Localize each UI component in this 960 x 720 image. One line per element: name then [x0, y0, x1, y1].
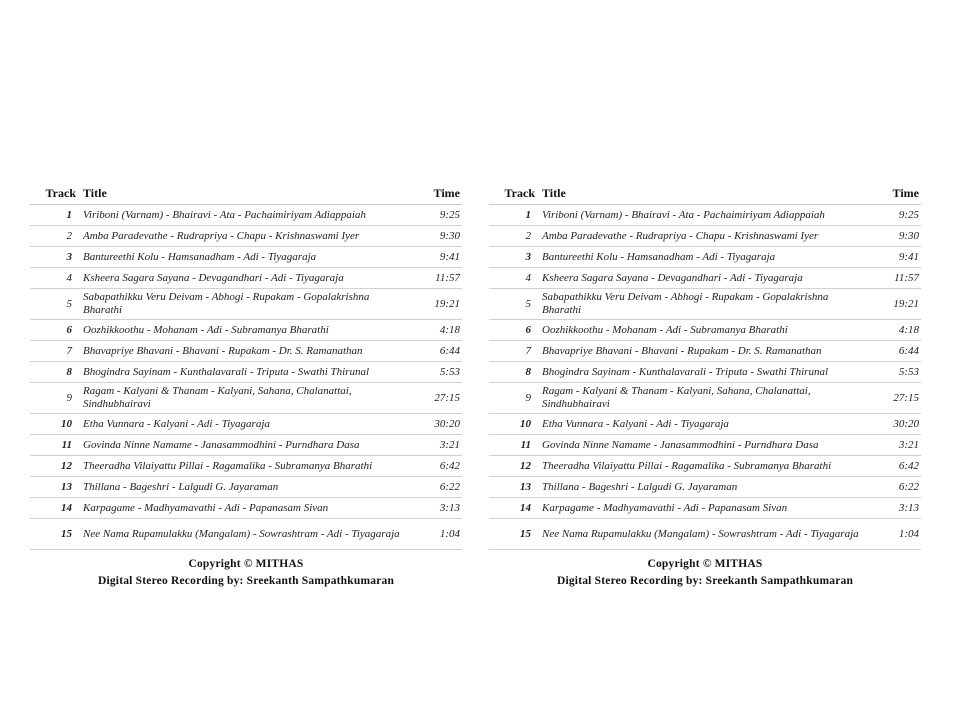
track-time: 11:57: [871, 268, 921, 289]
track-time: 9:30: [412, 226, 462, 247]
track-time: 4:18: [871, 320, 921, 341]
track-number: 6: [30, 320, 80, 341]
credits-block: [30, 556, 462, 590]
track-time: 27:15: [871, 383, 921, 414]
track-number: 7: [30, 341, 80, 362]
track-row: [30, 226, 462, 247]
track-title: Etha Vunnara - Kalyani - Adi - Tiyagaraja: [80, 414, 412, 435]
track-row: [30, 435, 462, 456]
copyright-line: Copyright © MITHAS: [647, 558, 763, 570]
track-title: Viriboni (Varnam) - Bhairavi - Ata - Pachaimiriyam Adiappaiah: [539, 205, 871, 226]
track-number: 2: [30, 226, 80, 247]
track-time: 1:04: [412, 519, 462, 550]
time-column-header: Time: [871, 182, 921, 205]
recording-credit-line: Digital Stereo Recording by: Sreekanth Sampathkumaran: [97, 575, 395, 587]
track-row: [30, 456, 462, 477]
track-title: Karpagame - Madhyamavathi - Adi - Papanasam Sivan: [80, 498, 412, 519]
track-row: [30, 362, 462, 383]
track-number: 11: [30, 435, 80, 456]
track-row: [30, 247, 462, 268]
track-time: 3:13: [871, 498, 921, 519]
table-header-row: [489, 182, 921, 205]
track-title: Bhavapriye Bhavani - Bhavani - Rupakam - Dr. S. Ramanathan: [539, 341, 871, 362]
track-title: Etha Vunnara - Kalyani - Adi - Tiyagaraja: [539, 414, 871, 435]
track-number: 1: [489, 205, 539, 226]
track-title: Ragam - Kalyani & Thanam - Kalyani, Sahana, Chalanattai, Sindhubhairavi: [80, 383, 412, 414]
track-title: Ragam - Kalyani & Thanam - Kalyani, Sahana, Chalanattai, Sindhubhairavi: [539, 383, 871, 414]
track-number: 7: [489, 341, 539, 362]
track-row: [30, 477, 462, 498]
track-row: [489, 383, 921, 414]
track-rows: [489, 205, 921, 550]
track-table-left: [30, 182, 462, 550]
track-title: Nee Nama Rupamulakku (Mangalam) - Sowrashtram - Adi - Tiyagaraja: [80, 519, 412, 550]
track-title: Bhogindra Sayinam - Kunthalavarali - Triputa - Swathi Thirunal: [539, 362, 871, 383]
track-number: 10: [30, 414, 80, 435]
track-row: [30, 289, 462, 320]
track-row: [489, 362, 921, 383]
track-list-panel-left: [30, 182, 462, 590]
track-title: Bhavapriye Bhavani - Bhavani - Rupakam - Dr. S. Ramanathan: [80, 341, 412, 362]
track-number: 4: [489, 268, 539, 289]
track-row: [489, 435, 921, 456]
track-row: [30, 498, 462, 519]
track-number: 13: [489, 477, 539, 498]
track-rows: [30, 205, 462, 550]
track-row: [30, 268, 462, 289]
track-time: 9:30: [871, 226, 921, 247]
track-time: 6:44: [871, 341, 921, 362]
track-time: 3:21: [412, 435, 462, 456]
track-row: [489, 226, 921, 247]
track-row: [489, 341, 921, 362]
track-title: Oozhikkoothu - Mohanam - Adi - Subramanya Bharathi: [80, 320, 412, 341]
track-title: Bantureethi Kolu - Hamsanadham - Adi - Tiyagaraja: [539, 247, 871, 268]
track-row: [489, 498, 921, 519]
track-row: [489, 456, 921, 477]
track-title: Sabapathikku Veru Deivam - Abhogi - Rupakam - Gopalakrishna Bharathi: [539, 289, 871, 320]
title-column-header: Title: [539, 182, 871, 205]
track-time: 6:42: [412, 456, 462, 477]
track-title: Karpagame - Madhyamavathi - Adi - Papanasam Sivan: [539, 498, 871, 519]
track-title: Thillana - Bageshri - Lalgudi G. Jayaraman: [80, 477, 412, 498]
track-number: 10: [489, 414, 539, 435]
track-row: [30, 383, 462, 414]
track-table-right: [489, 182, 921, 550]
track-title: Govinda Ninne Namame - Janasammodhini - Purndhara Dasa: [539, 435, 871, 456]
track-column-header: Track: [30, 182, 80, 205]
track-number: 4: [30, 268, 80, 289]
track-number: 15: [30, 519, 80, 550]
track-time: 9:41: [412, 247, 462, 268]
track-title: Theeradha Vilaiyattu Pillai - Ragamalika - Subramanya Bharathi: [80, 456, 412, 477]
track-time: 19:21: [871, 289, 921, 320]
track-row: [489, 519, 921, 550]
track-list-panel-right: [489, 182, 921, 590]
track-number: 3: [30, 247, 80, 268]
track-time: 6:22: [412, 477, 462, 498]
track-time: 4:18: [412, 320, 462, 341]
track-time: 5:53: [871, 362, 921, 383]
track-row: [489, 414, 921, 435]
track-number: 9: [30, 383, 80, 414]
track-title: Thillana - Bageshri - Lalgudi G. Jayaraman: [539, 477, 871, 498]
track-time: 30:20: [412, 414, 462, 435]
track-number: 6: [489, 320, 539, 341]
track-time: 6:42: [871, 456, 921, 477]
track-time: 9:41: [871, 247, 921, 268]
track-number: 3: [489, 247, 539, 268]
track-title: Oozhikkoothu - Mohanam - Adi - Subramanya Bharathi: [539, 320, 871, 341]
track-row: [489, 205, 921, 226]
track-number: 8: [30, 362, 80, 383]
track-row: [30, 519, 462, 550]
track-time: 6:22: [871, 477, 921, 498]
track-time: 19:21: [412, 289, 462, 320]
track-number: 14: [489, 498, 539, 519]
track-title: Amba Paradevathe - Rudrapriya - Chapu - Krishnaswami Iyer: [80, 226, 412, 247]
track-number: 9: [489, 383, 539, 414]
track-title: Viriboni (Varnam) - Bhairavi - Ata - Pachaimiriyam Adiappaiah: [80, 205, 412, 226]
track-row: [30, 205, 462, 226]
track-number: 14: [30, 498, 80, 519]
track-number: 15: [489, 519, 539, 550]
track-number: 12: [30, 456, 80, 477]
track-row: [489, 247, 921, 268]
track-title: Bantureethi Kolu - Hamsanadham - Adi - Tiyagaraja: [80, 247, 412, 268]
track-row: [30, 341, 462, 362]
track-title: Amba Paradevathe - Rudrapriya - Chapu - Krishnaswami Iyer: [539, 226, 871, 247]
track-row: [489, 477, 921, 498]
copyright-line: Copyright © MITHAS: [188, 558, 304, 570]
track-number: 11: [489, 435, 539, 456]
track-time: 6:44: [412, 341, 462, 362]
track-title: Nee Nama Rupamulakku (Mangalam) - Sowrashtram - Adi - Tiyagaraja: [539, 519, 871, 550]
track-number: 8: [489, 362, 539, 383]
track-time: 1:04: [871, 519, 921, 550]
track-number: 5: [30, 289, 80, 320]
track-time: 3:21: [871, 435, 921, 456]
track-number: 2: [489, 226, 539, 247]
table-header-row: [30, 182, 462, 205]
track-time: 9:25: [871, 205, 921, 226]
time-column-header: Time: [412, 182, 462, 205]
track-title: Govinda Ninne Namame - Janasammodhini - Purndhara Dasa: [80, 435, 412, 456]
track-title: Theeradha Vilaiyattu Pillai - Ragamalika - Subramanya Bharathi: [539, 456, 871, 477]
track-time: 27:15: [412, 383, 462, 414]
recording-credit-line: Digital Stereo Recording by: Sreekanth Sampathkumaran: [556, 575, 854, 587]
track-row: [489, 268, 921, 289]
track-row: [489, 320, 921, 341]
track-time: 30:20: [871, 414, 921, 435]
track-title: Sabapathikku Veru Deivam - Abhogi - Rupakam - Gopalakrishna Bharathi: [80, 289, 412, 320]
track-number: 1: [30, 205, 80, 226]
track-column-header: Track: [489, 182, 539, 205]
track-row: [489, 289, 921, 320]
track-number: 5: [489, 289, 539, 320]
track-row: [30, 320, 462, 341]
credits-block: [489, 556, 921, 590]
track-time: 9:25: [412, 205, 462, 226]
track-title: Ksheera Sagara Sayana - Devagandhari - Adi - Tiyagaraja: [539, 268, 871, 289]
title-column-header: Title: [80, 182, 412, 205]
track-title: Bhogindra Sayinam - Kunthalavarali - Triputa - Swathi Thirunal: [80, 362, 412, 383]
track-time: 5:53: [412, 362, 462, 383]
track-number: 12: [489, 456, 539, 477]
track-title: Ksheera Sagara Sayana - Devagandhari - Adi - Tiyagaraja: [80, 268, 412, 289]
track-time: 11:57: [412, 268, 462, 289]
track-number: 13: [30, 477, 80, 498]
track-row: [30, 414, 462, 435]
track-time: 3:13: [412, 498, 462, 519]
